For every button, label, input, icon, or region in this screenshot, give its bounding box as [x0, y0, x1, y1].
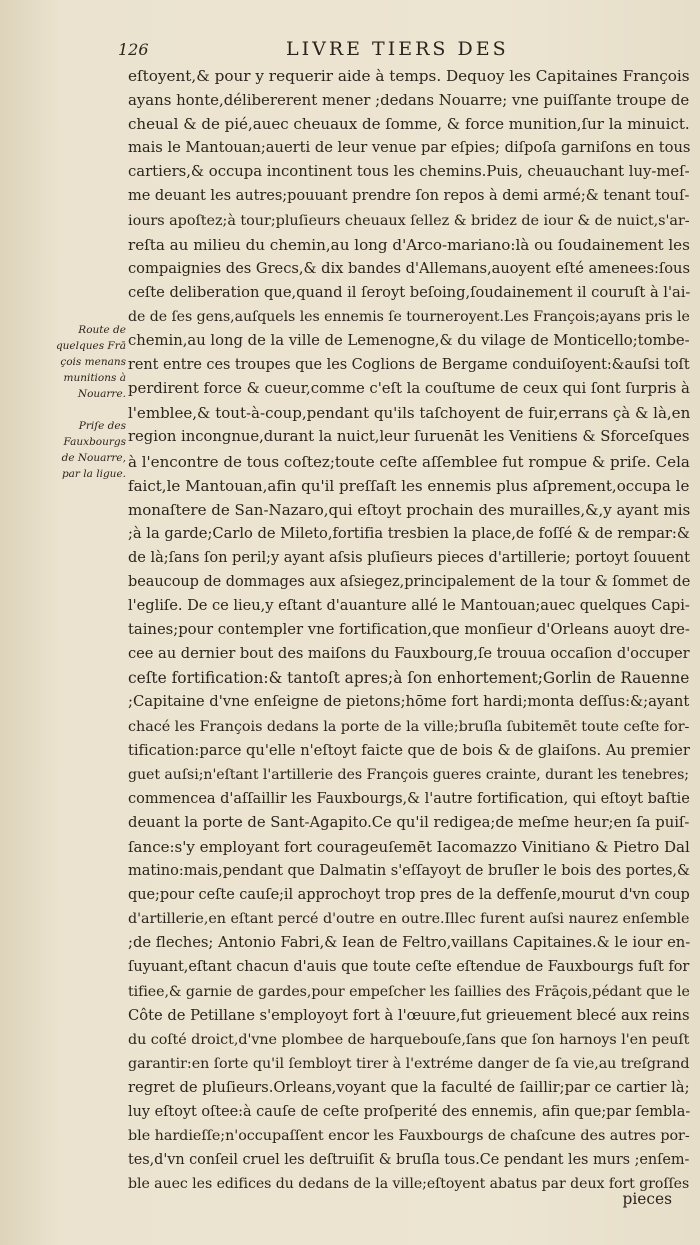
text-line: à l'encontre de tous coſtez;toute ceſte aſſemblee fut rompue & priſe. Cela [128, 452, 690, 471]
text-line: cartiers,& occupa incontinent tous les chemins.Puis, cheuauchant luy-meſ- [128, 163, 690, 181]
text-line: ceſte fortification:& tantoſt apres;à ſon enhortement;Gorlin de Rauenne [128, 669, 690, 688]
text-line: reſta au milieu du chemin,au long d'Arco-mariano:là ou ſoudainement les [128, 235, 690, 254]
text-line: matino:mais,pendant que Dalmatin s'eſſayoyt de bruſler le bois des portes,& [128, 863, 690, 880]
text-line: ;Capitaine d'vne enſeigne de pietons;hōme fort hardi;monta deſſus:&;ayant [128, 693, 690, 711]
text-line: cheual & de pié,auec cheuaux de ſomme, & force munition,ſur la minuict. [128, 115, 690, 134]
margin-note-line: de Nouarre, [61, 452, 126, 464]
text-line: tification:parce qu'elle n'eſtoyt faicte que de bois & de glaiſons. Au premier [128, 741, 690, 759]
margin-note-line: çois menans [60, 356, 126, 368]
text-line: l'emblee,& tout-à-coup,pendant qu'ils taſchoyent de fuir,errans çà & là,en [128, 404, 690, 423]
margin-note-line: munitions à [63, 372, 126, 384]
catchword: pieces [622, 1190, 672, 1208]
text-line: que;pour ceſte cauſe;il approchoyt trop pres de la deffenſe,mourut d'vn coup [128, 887, 690, 904]
text-line: l'egliſe. De ce lieu,y eſtant d'auanture allé le Mantouan;auec quelques Capi- [128, 597, 690, 615]
text-line: tes,d'vn conſeil cruel les deſtruiſit & bruſla tous.Ce pendant les murs ;enſem- [128, 1152, 690, 1169]
text-line: monaſtere de San-Nazaro,qui eſtoyt prochain des murailles,&,y ayant mis [128, 500, 690, 519]
text-line: du coſté droict,d'vne plombee de harquebouſe,ſans que ſon harnoys l'en peuſt [128, 1031, 690, 1048]
text-line: faict,le Mantouan,afin qu'il preſſaſt les ennemis plus aſprement,occupa le [128, 476, 690, 495]
text-line: compaignies des Grecs,& dix bandes d'Allemans,auoyent eſté amenees:ſous [128, 259, 690, 277]
body-text [128, 64, 690, 1196]
text-line: chacé les François dedans la porte de la ville;bruſla ſubitemēt toute ceſte for- [128, 718, 690, 735]
text-line: ;de fleches; Antonio Fabri,& Iean de Feltro,vaillans Capitaines.& le iour en- [128, 934, 690, 952]
text-line: deuant la porte de Sant-Agapito.Ce qu'il redigea;de meſme heur;en ſa puiſ- [128, 813, 690, 831]
text-line: taines;pour contempler vne fortification,que monſieur d'Orleans auoyt dre- [128, 621, 690, 639]
text-line: iours apoſtez;à tour;pluſieurs cheuaux ſellez & bridez de iour & de nuict,s'ar- [128, 212, 690, 229]
margin-note-line: Priſe des [78, 420, 126, 432]
text-line: region incongnue,durant la nuict,leur ſuruenāt les Venitiens & Sforceſques [128, 428, 690, 446]
text-line: beaucoup de dommages aux aſsiegez,principalement de la tour & ſommet de [128, 573, 690, 590]
margin-note-line: Nouarre. [77, 388, 126, 400]
text-line: de là;ſans ſon peril;y ayant aſsis pluſieurs pieces d'artillerie; portoyt ſouuent [128, 548, 690, 566]
text-line: Côte de Petillane s'employoyt fort à l'œuure,fut grieuement blecé aux reins [128, 1006, 690, 1024]
text-line: guet auſsi;n'eſtant l'artillerie des François gueres crainte, durant les tenebres; [128, 766, 689, 783]
margin-note-line: par la ligue. [61, 468, 126, 480]
text-line: ſance:s'y employant fort courageuſemēt Iacomazzo Vinitiano & Pietro Dal [128, 838, 690, 856]
page-number: 126 [118, 40, 149, 59]
text-line: perdirent force & cueur,comme c'eſt la couſtume de ceux qui ſont ſurpris à [128, 380, 690, 398]
margin-note-line: Fauxbourgs [63, 436, 126, 448]
text-line: tifiee,& garnie de gardes,pour empeſcher les ſaillies des Frāçois,pédant que le [128, 983, 690, 1000]
text-line: de de ſes gens,auſquels les ennemis ſe tourneroyent.Les François;ayans pris le [128, 308, 690, 325]
text-line: ceſte deliberation que,quand il ſeroyt beſoing,ſoudainement il couruſt à l'ai- [128, 283, 690, 301]
text-line: eſtoyent,& pour y requerir aide à temps. Dequoy les Capitaines François [128, 67, 690, 85]
text-line: regret de pluſieurs.Orleans,voyant que la faculté de ſaillir;par ce cartier là; [128, 1078, 690, 1096]
text-line: garantir:en ſorte qu'il ſembloyt tirer à l'extréme danger de ſa vie,au treſgrand [128, 1055, 690, 1072]
text-line: mais le Mantouan;auerti de leur venue par eſpies; diſpoſa garniſons en tous [128, 139, 690, 157]
margin-note-line: Route de [78, 324, 126, 336]
text-line: commencea d'aſſaillir les Fauxbourgs,& l'autre fortification, qui eſtoyt baſtie [128, 790, 690, 807]
text-line: ble auec les edifices du dedans de la ville;eſtoyent abatus par deux fort groſſes [128, 1176, 690, 1193]
text-line: ayans honte,délibererent mener ;dedans Nouarre; vne puiſſante troupe de [128, 91, 690, 110]
text-line: rent entre ces troupes que les Coglions de Bergame conduiſoyent:&auſsi toſt [128, 357, 690, 374]
running-title: LIVRE TIERS DES [286, 38, 509, 60]
page-header [118, 38, 678, 62]
text-line: ble hardieſſe;n'occupaſſent encor les Fauxbourgs de chaſcune des autres por- [128, 1128, 690, 1145]
text-line: chemin,au long de la ville de Lemenogne,& du vilage de Monticello;tombe- [128, 332, 690, 350]
margin-note-prise [50, 418, 126, 482]
text-line: luy eſtoyt oſtee:à cauſe de ceſte proſperité des ennemis, afin que;par ſembla- [128, 1104, 690, 1121]
text-line: ſuyuant,eſtant chacun d'auis que toute ceſte eſtendue de Fauxbourgs fuſt for [128, 959, 690, 976]
margin-note-line: quelques Frā [55, 340, 126, 352]
text-line: cee au dernier bout des maiſons du Fauxbourg,ſe trouua occaſion d'occuper [128, 645, 690, 663]
text-line: ;à la garde;Carlo de Mileto,fortifia tresbien la place,de foſſé & de rempar:& [128, 524, 690, 542]
margin-note-route [50, 322, 126, 402]
text-line: me deuant les autres;pouuant prendre ſon repos à demi armé;& tenant touſ- [128, 188, 690, 205]
text-line: d'artillerie,en eſtant percé d'outre en outre.Illec furent auſsi naurez enſemble [128, 911, 690, 928]
